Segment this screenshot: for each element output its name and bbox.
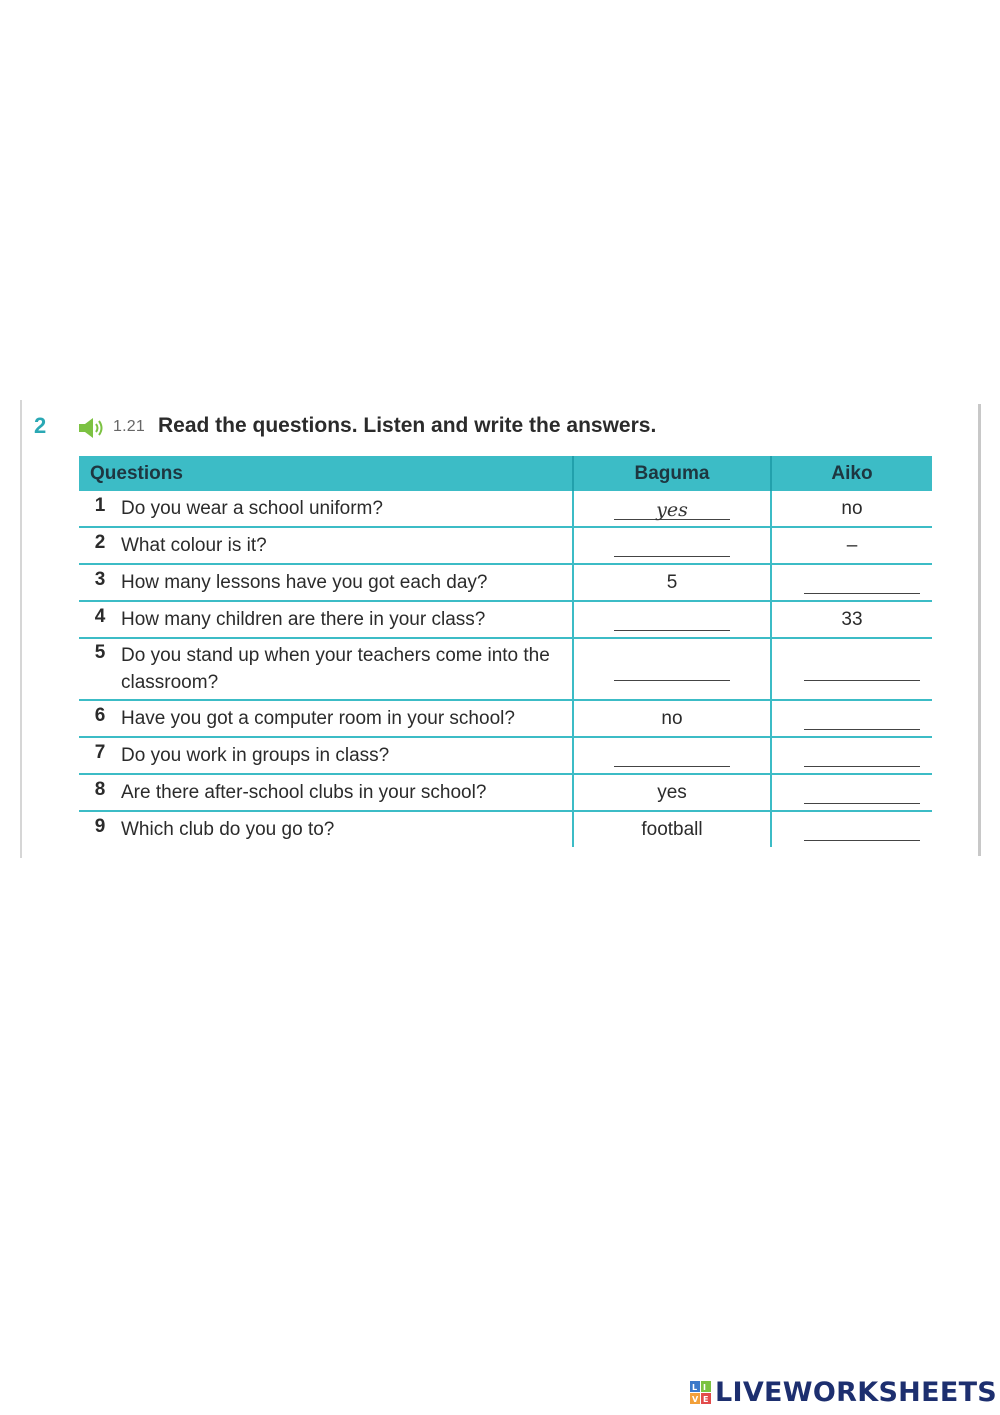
scan-edge-left [20,400,22,858]
answer-cell-aiko [771,774,932,811]
answer-blank[interactable] [614,658,730,681]
svg-text:I: I [703,1382,706,1392]
answer-blank[interactable] [804,781,920,804]
header-aiko: Aiko [771,456,932,491]
question-cell [79,774,573,811]
table-row [79,700,932,737]
answer-value: yes [657,781,687,803]
question-cell [79,564,573,601]
answer-blank[interactable] [804,744,920,767]
question-text: Are there after-school clubs in your school? [121,782,487,803]
answer-value: no [661,707,683,729]
answer-blank[interactable] [614,608,730,631]
question-text: What colour is it? [121,535,267,556]
svg-text:L: L [692,1382,698,1392]
answer-value: – [846,534,858,556]
question-cell [79,601,573,638]
answer-blank[interactable] [804,707,920,730]
answer-cell-baguma [573,774,771,811]
answer-blank[interactable] [614,534,730,557]
question-text: How many lessons have you got each day? [121,572,488,593]
liveworksheets-logo-icon [690,1381,712,1405]
answer-cell-baguma [573,564,771,601]
question-number: 6 [94,705,106,726]
table-header-row [79,456,932,491]
scan-edge-right [978,404,981,856]
question-number: 9 [94,816,106,837]
question-number: 5 [94,642,106,663]
instruction-text: Read the questions. Listen and write the answers. [158,414,657,437]
answer-cell-baguma [573,527,771,564]
table-row [79,491,932,527]
table-row [79,774,932,811]
answer-cell-aiko [771,564,932,601]
table-row [79,601,932,638]
table-body [79,491,932,847]
table-row [79,811,932,847]
answer-value: 33 [841,608,863,630]
table-row [79,527,932,564]
svg-text:E: E [703,1394,709,1404]
question-cell [79,700,573,737]
question-number: 8 [94,779,106,800]
track-number: 1.21 [113,418,145,435]
svg-text:V: V [692,1394,699,1404]
answer-cell-aiko [771,700,932,737]
answer-cell-baguma [573,737,771,774]
question-number: 3 [94,569,106,590]
question-cell [79,491,573,527]
question-number: 2 [94,532,106,553]
question-text: How many children are there in your class? [121,609,486,630]
table-row [79,564,932,601]
answer-cell-aiko [771,491,932,527]
question-cell [79,811,573,847]
answer-cell-aiko [771,737,932,774]
answer-value: 5 [666,571,678,593]
answer-cell-aiko [771,638,932,700]
answer-cell-baguma [573,638,771,700]
brand [690,1377,997,1408]
header-questions: Questions [79,456,573,491]
answer-value: football [641,818,703,840]
answer-cell-baguma [573,601,771,638]
answer-cell-baguma [573,700,771,737]
answer-cell-baguma [573,811,771,847]
answer-cell-aiko [771,811,932,847]
answer-cell-baguma [573,491,771,527]
speaker-icon[interactable] [78,416,108,440]
answer-cell-aiko [771,527,932,564]
answer-blank[interactable] [614,744,730,767]
answer-blank[interactable] [804,571,920,594]
answer-blank[interactable] [614,497,730,520]
table-row [79,638,932,700]
answer-cell-aiko [771,601,932,638]
answer-value: no [841,497,863,519]
question-text: Do you stand up when your teachers come into the classroom? [121,645,550,693]
question-text: Have you got a computer room in your school? [121,708,515,729]
question-number: 4 [94,606,106,627]
question-cell [79,527,573,564]
question-text: Which club do you go to? [121,819,335,840]
question-cell [79,638,573,700]
question-cell [79,737,573,774]
question-number: 1 [94,495,106,516]
exercise-number: 2 [34,413,47,438]
brand-name: LIVEWORKSHEETS [715,1377,998,1408]
answer-blank[interactable] [804,658,920,681]
answer-blank[interactable] [804,818,920,841]
questions-table [79,456,932,847]
question-text: Do you work in groups in class? [121,745,390,766]
table-row [79,737,932,774]
answer-value: yes [656,499,688,521]
question-text: Do you wear a school uniform? [121,498,383,519]
header-baguma: Baguma [573,456,771,491]
question-number: 7 [94,742,106,763]
